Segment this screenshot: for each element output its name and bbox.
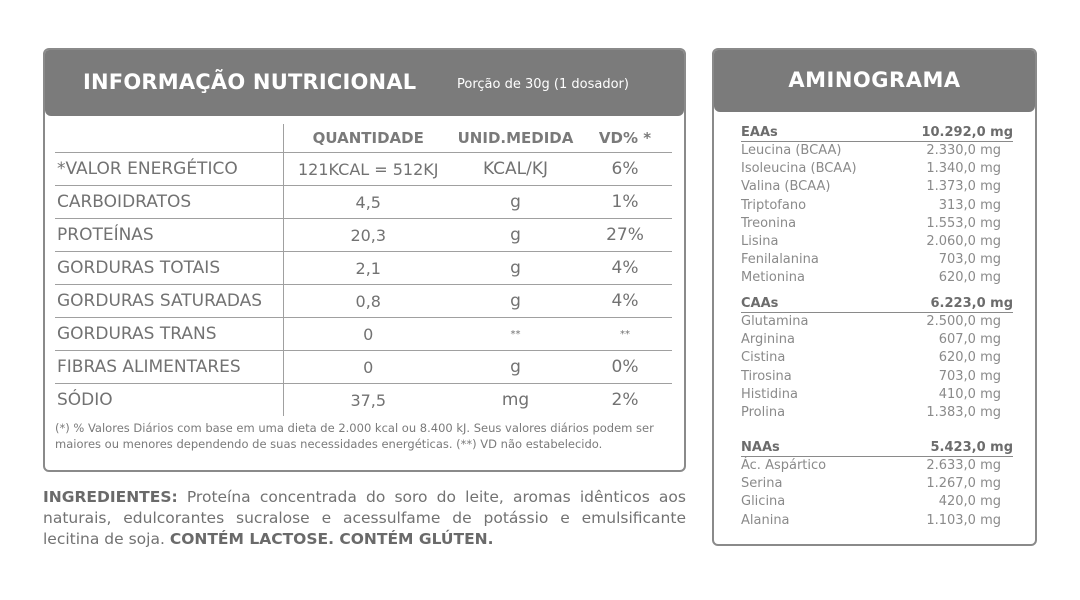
nutrient-unit: mg [501,390,530,410]
amino-name: Fenilalanina [741,252,819,268]
amino-group [741,439,1013,530]
nutrient-unit: g [453,351,578,384]
amino-value: 1.103,0 mg [926,512,1001,528]
amino-value: 420,0 mg [938,494,1001,510]
nutrition-table [55,124,672,416]
nutrient-vd: 4% [578,285,672,318]
nutrient-quantity: 4,5 [283,186,453,219]
amino-name: Glutamina [741,314,809,329]
nutrition-panel [43,48,686,472]
amino-name: Glicina [741,494,786,510]
table-row [55,219,672,252]
amino-name: Histidina [741,386,798,402]
nutrient-name: SÓDIO [55,384,283,417]
table-row [55,318,672,351]
aminograma-panel [712,48,1037,546]
amino-name: Triptofano [741,197,807,213]
nutrition-header [45,50,684,116]
nutrient-quantity: 37,5 [350,390,387,410]
amino-row [741,269,1013,287]
amino-group-total: 5.423,0 mg [930,440,1013,455]
nutrient-vd: 1% [578,186,672,219]
amino-name: Tirosina [741,368,792,384]
amino-value: 313,0 mg [938,197,1001,213]
amino-group [741,295,1013,422]
nutrient-quantity: 2,1 [283,252,453,285]
amino-row [741,313,1013,331]
amino-name: Serina [741,476,783,492]
header-nutrient [55,124,283,153]
portion-size: Porção de 30g (1 dosador) [457,77,629,92]
amino-name: Arginina [741,332,795,348]
table-row [55,384,672,417]
nutrient-name: PROTEÍNAS [55,219,283,252]
nutrient-vd: 27% [578,219,672,252]
nutrient-quantity: 121KCAL = 512KJ [283,153,453,186]
amino-value: 703,0 mg [938,368,1001,384]
amino-row [741,457,1013,475]
amino-row [741,493,1013,511]
header-vd: VD% * [578,124,672,153]
amino-value: 1.373,0 mg [926,179,1001,195]
amino-group [741,124,1013,288]
header-unit: UNID.MEDIDA [453,124,578,153]
amino-row [741,215,1013,233]
nutrient-quantity: 0 [283,318,453,351]
nutrient-quantity: 0 [283,351,453,384]
amino-name: Valina (BCAA) [741,179,831,195]
ingredients-list: Proteína concentrada do soro do leite, aromas idênticos aos naturais, edulcorantes sucralose e acessulfame de potássio e emulsificante lecitina de soja. [43,488,686,548]
amino-row [741,349,1013,367]
aminograma-header [714,50,1035,112]
amino-value: 410,0 mg [938,386,1001,402]
nutrient-name: CARBOIDRATOS [55,186,283,219]
amino-name: Alanina [741,512,790,528]
amino-row [741,512,1013,530]
nutrient-unit: g [453,285,578,318]
amino-name: Cistina [741,350,786,366]
nutrient-vd: 6% [578,153,672,186]
amino-value: 620,0 mg [938,350,1001,366]
amino-row [741,142,1013,160]
amino-name: Lisina [741,233,779,249]
amino-name: Treonina [741,215,797,231]
nutrient-vd: 0% [578,351,672,384]
amino-row [741,404,1013,422]
amino-group-name: EAAs [741,125,778,140]
nutrient-name: GORDURAS SATURADAS [55,285,283,318]
amino-group-total: 6.223,0 mg [930,296,1013,311]
nutrient-quantity: 0,8 [283,285,453,318]
amino-group-total: 10.292,0 mg [921,125,1013,140]
amino-value: 2.060,0 mg [926,233,1001,249]
nutrient-vd: 4% [578,252,672,285]
amino-value: 620,0 mg [938,270,1001,286]
amino-group-header [741,124,1013,142]
table-header-row [55,124,672,153]
amino-value: 1.267,0 mg [926,476,1001,492]
amino-name: Leucina (BCAA) [741,143,842,158]
table-row [55,153,672,186]
nutrient-vd: 2% [611,390,639,410]
ingredients-text [43,487,686,550]
nutrient-name: FIBRAS ALIMENTARES [55,351,283,384]
table-row [55,285,672,318]
amino-value: 2.330,0 mg [926,143,1001,158]
amino-group-header [741,439,1013,457]
amino-row [741,475,1013,493]
nutrient-name: GORDURAS TRANS [55,318,283,351]
nutrition-footnote: (*) % Valores Diários com base em uma dieta de 2.000 kcal ou 8.400 kJ. Seus valores diários podem ser maiores ou menores dependendo de suas necessidades energéticas. (**) VD não estabelecido. [55,421,654,451]
nutrient-unit: g [453,219,578,252]
amino-value: 703,0 mg [938,252,1001,268]
amino-value: 1.383,0 mg [926,404,1001,420]
table-row [55,186,672,219]
amino-row [741,331,1013,349]
nutrient-unit: ** [453,318,578,351]
amino-row [741,160,1013,178]
nutrient-name: GORDURAS TOTAIS [55,252,283,285]
amino-name: Metionina [741,270,805,286]
nutrition-title: INFORMAÇÃO NUTRICIONAL [83,70,417,94]
amino-group-name: NAAs [741,440,780,455]
amino-row [741,368,1013,386]
nutrient-unit: g [453,186,578,219]
amino-value: 2.500,0 mg [926,314,1001,329]
amino-value: 607,0 mg [938,332,1001,348]
amino-row [741,251,1013,269]
table-row [55,351,672,384]
aminograma-title: AMINOGRAMA [788,68,961,92]
header-quantity: QUANTIDADE [283,124,453,153]
amino-row [741,178,1013,196]
amino-row [741,233,1013,251]
nutrient-unit: KCAL/KJ [453,153,578,186]
allergen-warning: CONTÉM LACTOSE. CONTÉM GLÚTEN. [169,530,494,548]
ingredients-label: INGREDIENTES: [43,488,178,506]
amino-group-header [741,295,1013,313]
nutrient-quantity: 20,3 [283,219,453,252]
amino-row [741,386,1013,404]
nutrient-unit: g [453,252,578,285]
amino-name: Isoleucina (BCAA) [741,161,857,177]
nutrient-name: *VALOR ENERGÉTICO [55,153,283,186]
amino-group-name: CAAs [741,296,779,311]
nutrient-vd: ** [578,318,672,351]
amino-name: Ác. Aspártico [741,458,827,473]
amino-value: 1.340,0 mg [926,161,1001,177]
amino-name: Prolina [741,404,786,420]
amino-value: 1.553,0 mg [926,215,1001,231]
amino-row [741,197,1013,215]
table-row [55,252,672,285]
amino-value: 2.633,0 mg [926,458,1001,473]
